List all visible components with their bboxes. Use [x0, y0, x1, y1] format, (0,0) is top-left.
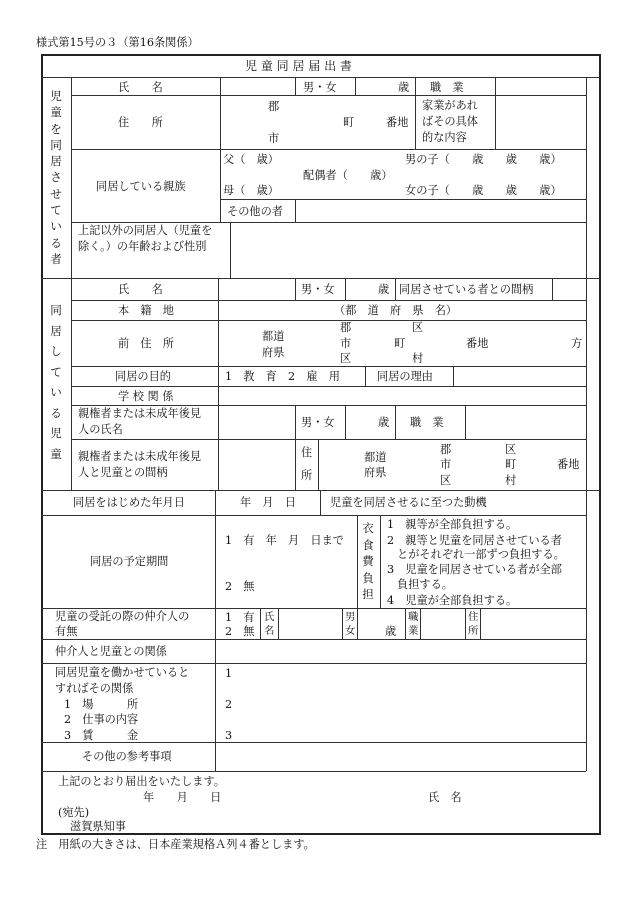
rule — [318, 439, 319, 490]
rule — [420, 608, 421, 639]
child-name-label: 氏 名 — [118, 283, 163, 296]
rule — [41, 639, 586, 640]
addr-mura: 村 — [412, 352, 424, 365]
rule — [357, 608, 358, 639]
child-age-unit: 歳 — [378, 283, 390, 296]
other-cohab-label: 除く。）の年齢および性別 — [78, 240, 207, 253]
rule — [71, 149, 586, 150]
work-number: 3 — [225, 729, 233, 742]
reason-label: 同居の理由 — [377, 370, 433, 383]
rule — [41, 278, 601, 279]
rule — [41, 663, 586, 664]
period-option-no[interactable]: 2 無 — [225, 580, 255, 593]
addr-banchi: 番地 — [557, 458, 580, 471]
child-relation-label: 同居させている者との間柄 — [399, 283, 534, 296]
rule — [395, 278, 396, 300]
intermediary-yes[interactable]: 1 有 — [225, 611, 255, 624]
parent-relation-label: 親権者または未成年後見 — [78, 450, 202, 463]
address-char: 住 — [301, 446, 313, 459]
rule — [453, 366, 454, 386]
addr-fuken: 府県 — [262, 346, 285, 359]
relative-mother: 母（ 歳） — [223, 184, 279, 197]
guardian-age-unit: 歳 — [398, 81, 410, 94]
rule — [71, 439, 586, 440]
purpose-label: 同居の目的 — [115, 370, 171, 383]
intermediary-no[interactable]: 2 無 — [225, 625, 255, 638]
addr-gun: 郡 — [268, 100, 280, 113]
work-number: 1 — [225, 667, 233, 680]
start-date-value[interactable]: 年 月 日 — [240, 496, 296, 509]
other-cohab-label: 上記以外の同居人（児童を — [78, 224, 213, 237]
intermediary-occupation-char: 業 — [408, 625, 419, 637]
addr-ku: 区 — [412, 321, 424, 334]
addr-ku: 区 — [440, 474, 452, 487]
expense-option-1[interactable]: 1 親等が全部負担する。 — [387, 518, 518, 531]
addr-fuken: 府県 — [364, 466, 387, 479]
intermediary-name-char: 名 — [264, 625, 275, 637]
addr-gun: 郡 — [340, 321, 352, 334]
rule — [465, 405, 466, 439]
addressee-label: (宛先) — [58, 806, 90, 819]
rule — [405, 608, 406, 639]
rule — [495, 77, 496, 149]
addr-banchi: 番地 — [466, 337, 489, 350]
form-title: 児 童 同 居 届 出 書 — [245, 59, 352, 73]
addr-shi: 市 — [268, 132, 280, 145]
guardian-name-field[interactable] — [222, 81, 292, 94]
parent-occupation: 職 業 — [410, 416, 444, 429]
start-date-label: 同居をはじめた年月日 — [73, 496, 185, 509]
intermediary-address-char: 所 — [468, 625, 479, 637]
rule — [465, 608, 466, 639]
rule — [41, 515, 586, 516]
rule — [215, 490, 216, 771]
others-label: その他の者 — [227, 205, 283, 218]
parent-sex[interactable]: 男・女 — [301, 416, 335, 429]
rule — [415, 77, 416, 149]
expense-option-3[interactable]: 3 児童を同居させている者が全部 — [387, 563, 562, 576]
guardian-sex[interactable]: 男・女 — [303, 81, 337, 94]
intermediary-sex[interactable]: 男 — [345, 611, 356, 623]
rule — [342, 608, 343, 639]
expense-option-2-cont: とがそれぞれ一部ずつ負担する。 — [397, 548, 565, 561]
expense-label: 衣食費負担 — [362, 521, 374, 601]
relative-father: 父（ 歳） — [223, 153, 279, 166]
parent-name-label: 人の氏名 — [78, 423, 123, 436]
declaration-date[interactable]: 年 月 日 — [143, 791, 222, 804]
motive-label: 児童を同居させるに至つた動機 — [330, 496, 487, 509]
relatives-label: 同居している親族 — [96, 180, 186, 193]
rule — [365, 366, 366, 386]
addr-banchi: 番地 — [386, 116, 409, 129]
other-reference-label: その他の参考事項 — [82, 750, 172, 763]
rule — [345, 278, 346, 300]
paper-size-note: 注 用紙の大きさは、日本産業規格Ａ列４番とします。 — [36, 838, 315, 851]
addr-ku: 区 — [340, 352, 352, 365]
declaration: 上記のとおり届出をいたします。 — [58, 775, 225, 788]
rule — [41, 742, 586, 743]
business-note: 家業があれ — [422, 99, 478, 112]
rule — [295, 199, 296, 222]
form-number: 様式第15号の３（第16条関係） — [36, 36, 199, 49]
signer-name[interactable]: 氏 名 — [428, 791, 462, 804]
guardian-address-label: 住 所 — [118, 116, 163, 129]
work-place: 1 場 所 — [64, 698, 139, 711]
addr-mura: 村 — [505, 474, 517, 487]
addr-todou: 都道 — [364, 451, 387, 464]
work-number: 2 — [225, 698, 233, 711]
rule — [220, 77, 221, 222]
rule — [395, 405, 396, 439]
rule — [230, 222, 231, 278]
child-side-label: 同居している児童 — [50, 303, 62, 461]
rule — [552, 278, 553, 300]
child-sex[interactable]: 男・女 — [301, 283, 335, 296]
relative-boys: 男の子（ 歳 歳 歳） — [405, 153, 562, 166]
parent-age: 歳 — [378, 416, 390, 429]
guardian-side-label: 児童を同居させている者 — [50, 89, 62, 266]
intermediary-label: 有無 — [55, 625, 78, 638]
rule — [71, 77, 72, 490]
prev-address-label: 前 住 所 — [118, 337, 174, 350]
purpose-options[interactable]: 1 教 育 2 雇 用 — [225, 370, 340, 383]
rule — [586, 77, 587, 771]
addr-todou: 都道 — [262, 330, 285, 343]
rule — [41, 771, 586, 772]
work-label: 同居児童を働かせていると — [55, 666, 190, 679]
addr-machi: 町 — [343, 116, 355, 129]
rule — [220, 199, 586, 200]
rule — [41, 77, 601, 78]
rule — [295, 278, 296, 300]
intermediary-occupation-char: 職 — [408, 611, 419, 623]
rule — [380, 515, 381, 608]
business-note: ばその具体 — [422, 115, 478, 128]
rule — [71, 405, 586, 406]
intermediary-label: 児童の受託の際の仲介人の — [55, 610, 190, 623]
prefecture-options: （都 道 府 県 名） — [334, 304, 458, 317]
relative-girls: 女の子（ 歳 歳 歳） — [405, 184, 562, 197]
rule — [71, 386, 586, 387]
relative-spouse: 配偶者（ 歳） — [303, 169, 393, 182]
rule — [218, 278, 219, 490]
rule — [295, 77, 296, 95]
rule — [71, 320, 586, 321]
addressee: 滋賀県知事 — [70, 820, 126, 833]
guardian-name-label: 氏 名 — [118, 81, 163, 94]
addr-gun: 郡 — [440, 443, 452, 456]
expense-option-4[interactable]: 4 児童が全部負担する。 — [387, 594, 518, 607]
honseki-label: 本 籍 地 — [118, 304, 174, 317]
addr-kata: 方 — [571, 337, 583, 350]
rule — [295, 405, 296, 490]
addr-shi: 市 — [440, 458, 452, 471]
rule — [260, 608, 261, 639]
work-content: 2 仕事の内容 — [64, 713, 139, 726]
rule — [320, 490, 321, 515]
expense-option-3-cont: 負担する。 — [397, 578, 453, 591]
rule — [355, 77, 356, 95]
work-label: すればその関係 — [55, 682, 134, 695]
intermediary-sex[interactable]: 女 — [345, 625, 356, 637]
rule — [278, 608, 279, 639]
guardian-occupation-label: 職 業 — [430, 81, 464, 94]
intermediary-relation-label: 仲介人と児童との関係 — [55, 645, 167, 658]
rule — [480, 608, 481, 639]
rule — [41, 490, 601, 491]
intermediary-name-char: 氏 — [264, 611, 275, 623]
school-label: 学 校 関 係 — [118, 390, 174, 403]
intermediary-address-char: 住 — [468, 611, 479, 623]
work-wage: 3 賃 金 — [64, 729, 139, 742]
rule — [41, 608, 586, 609]
rule — [345, 405, 346, 439]
rule — [71, 222, 586, 223]
addr-machi: 町 — [505, 458, 517, 471]
intermediary-age: 歳 — [385, 625, 397, 638]
addr-shi: 市 — [340, 337, 352, 350]
addr-ku: 区 — [505, 443, 517, 456]
parent-name-label: 親権者または未成年後見 — [78, 407, 202, 420]
rule — [71, 95, 586, 96]
rule — [357, 515, 358, 608]
parent-relation-label: 人と児童との間柄 — [78, 466, 168, 479]
rule — [71, 366, 586, 367]
addr-machi: 町 — [394, 337, 406, 350]
period-option-yes[interactable]: 1 有 年 月 日まで — [225, 534, 344, 547]
business-note: 的な内容 — [422, 131, 467, 144]
rule — [71, 300, 586, 301]
expense-option-2[interactable]: 2 親等と児童を同居させている者 — [387, 534, 562, 547]
period-label: 同居の予定期間 — [90, 555, 169, 568]
address-char: 所 — [301, 469, 313, 482]
